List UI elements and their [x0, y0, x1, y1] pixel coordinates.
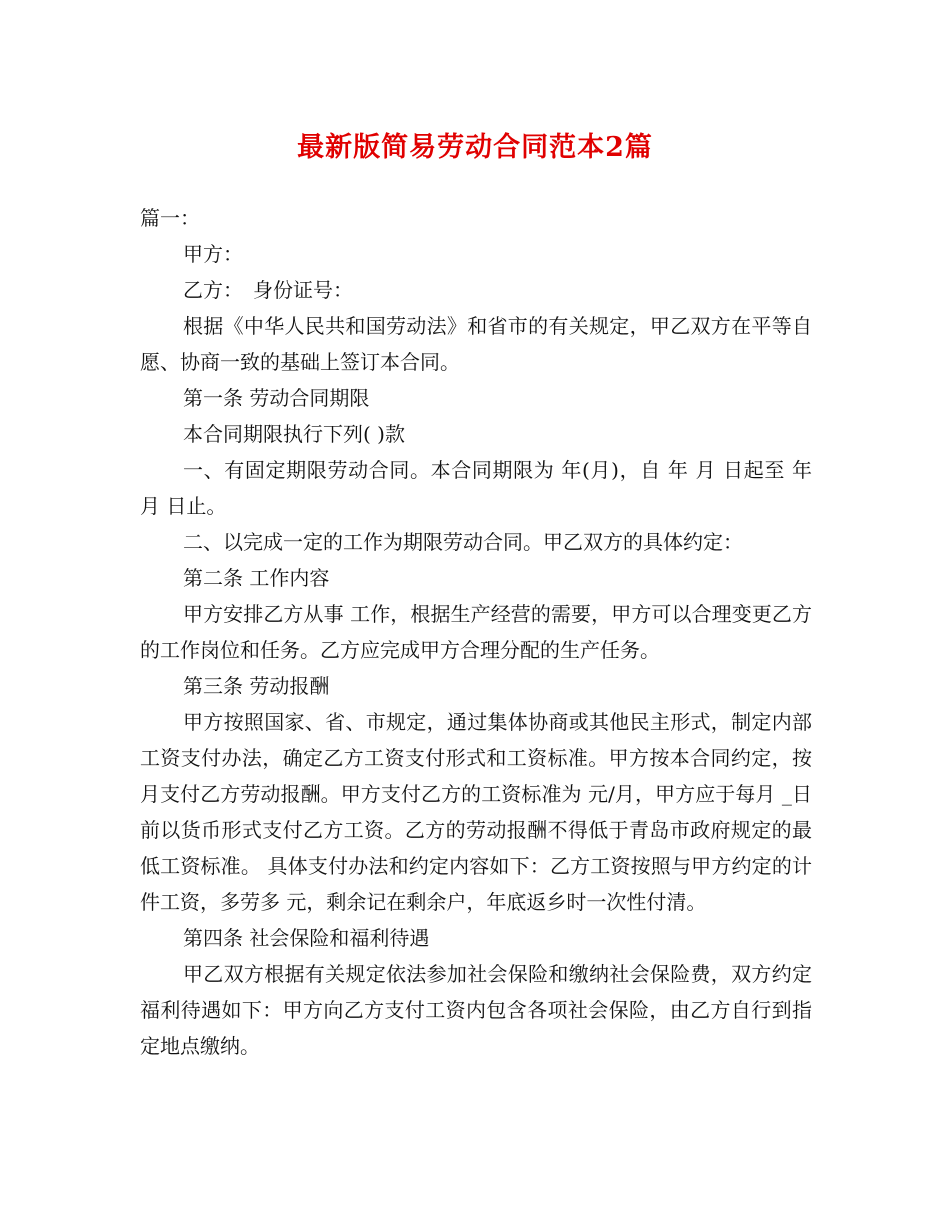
- article-4-heading: 第四条 社会保险和福利待遇: [183, 926, 430, 950]
- section-heading: 篇一：: [140, 206, 200, 230]
- article-1-clause-1: 一、有固定期限劳动合同。本合同期限为 年(月)，自 年 月 日起至 年 月 日止。: [140, 458, 812, 518]
- article-1-heading: 第一条 劳动合同期限: [183, 386, 370, 410]
- party-a-line: 甲方：: [183, 242, 243, 266]
- party-b-line: 乙方： 身份证号：: [183, 278, 353, 302]
- document-title: 最新版简易劳动合同范本2篇: [297, 132, 653, 163]
- article-1-intro: 本合同期限执行下列( )款: [183, 422, 405, 446]
- preamble-paragraph: 根据《中华人民共和国劳动法》和省市的有关规定，甲乙双方在平等自愿、协商一致的基础上签订本合同。: [140, 314, 812, 374]
- article-1-clause-2: 二、以完成一定的工作为期限劳动合同。甲乙双方的具体约定：: [183, 530, 743, 554]
- article-2-body: 甲方安排乙方从事 工作，根据生产经营的需要，甲方可以合理变更乙方的工作岗位和任务。乙方应完成甲方合理分配的生产任务。: [140, 602, 812, 662]
- article-2-heading: 第二条 工作内容: [183, 566, 330, 590]
- article-3-body: 甲方按照国家、省、市规定，通过集体协商或其他民主形式，制定内部工资支付办法，确定乙方工资支付形式和工资标准。甲方按本合同约定，按月支付乙方劳动报酬。甲方支付乙方的工资标准为 元/月，甲方应于每月 _日前以货币形式支付乙方工资。乙方的劳动报酬不得低于青岛市政府规定的最低工资标准。 具体支付办法和约定内容如下：乙方工资按照与甲方约定的计件工资，多劳多 元，剩余记在剩余户，年底返乡时一次性付清。: [140, 710, 812, 914]
- article-4-body: 甲乙双方根据有关规定依法参加社会保险和缴纳社会保险费，双方约定福利待遇如下：甲方向乙方支付工资内包含各项社会保险，由乙方自行到指定地点缴纳。: [140, 962, 812, 1058]
- article-3-heading: 第三条 劳动报酬: [183, 674, 330, 698]
- document-body: [140, 200, 812, 1064]
